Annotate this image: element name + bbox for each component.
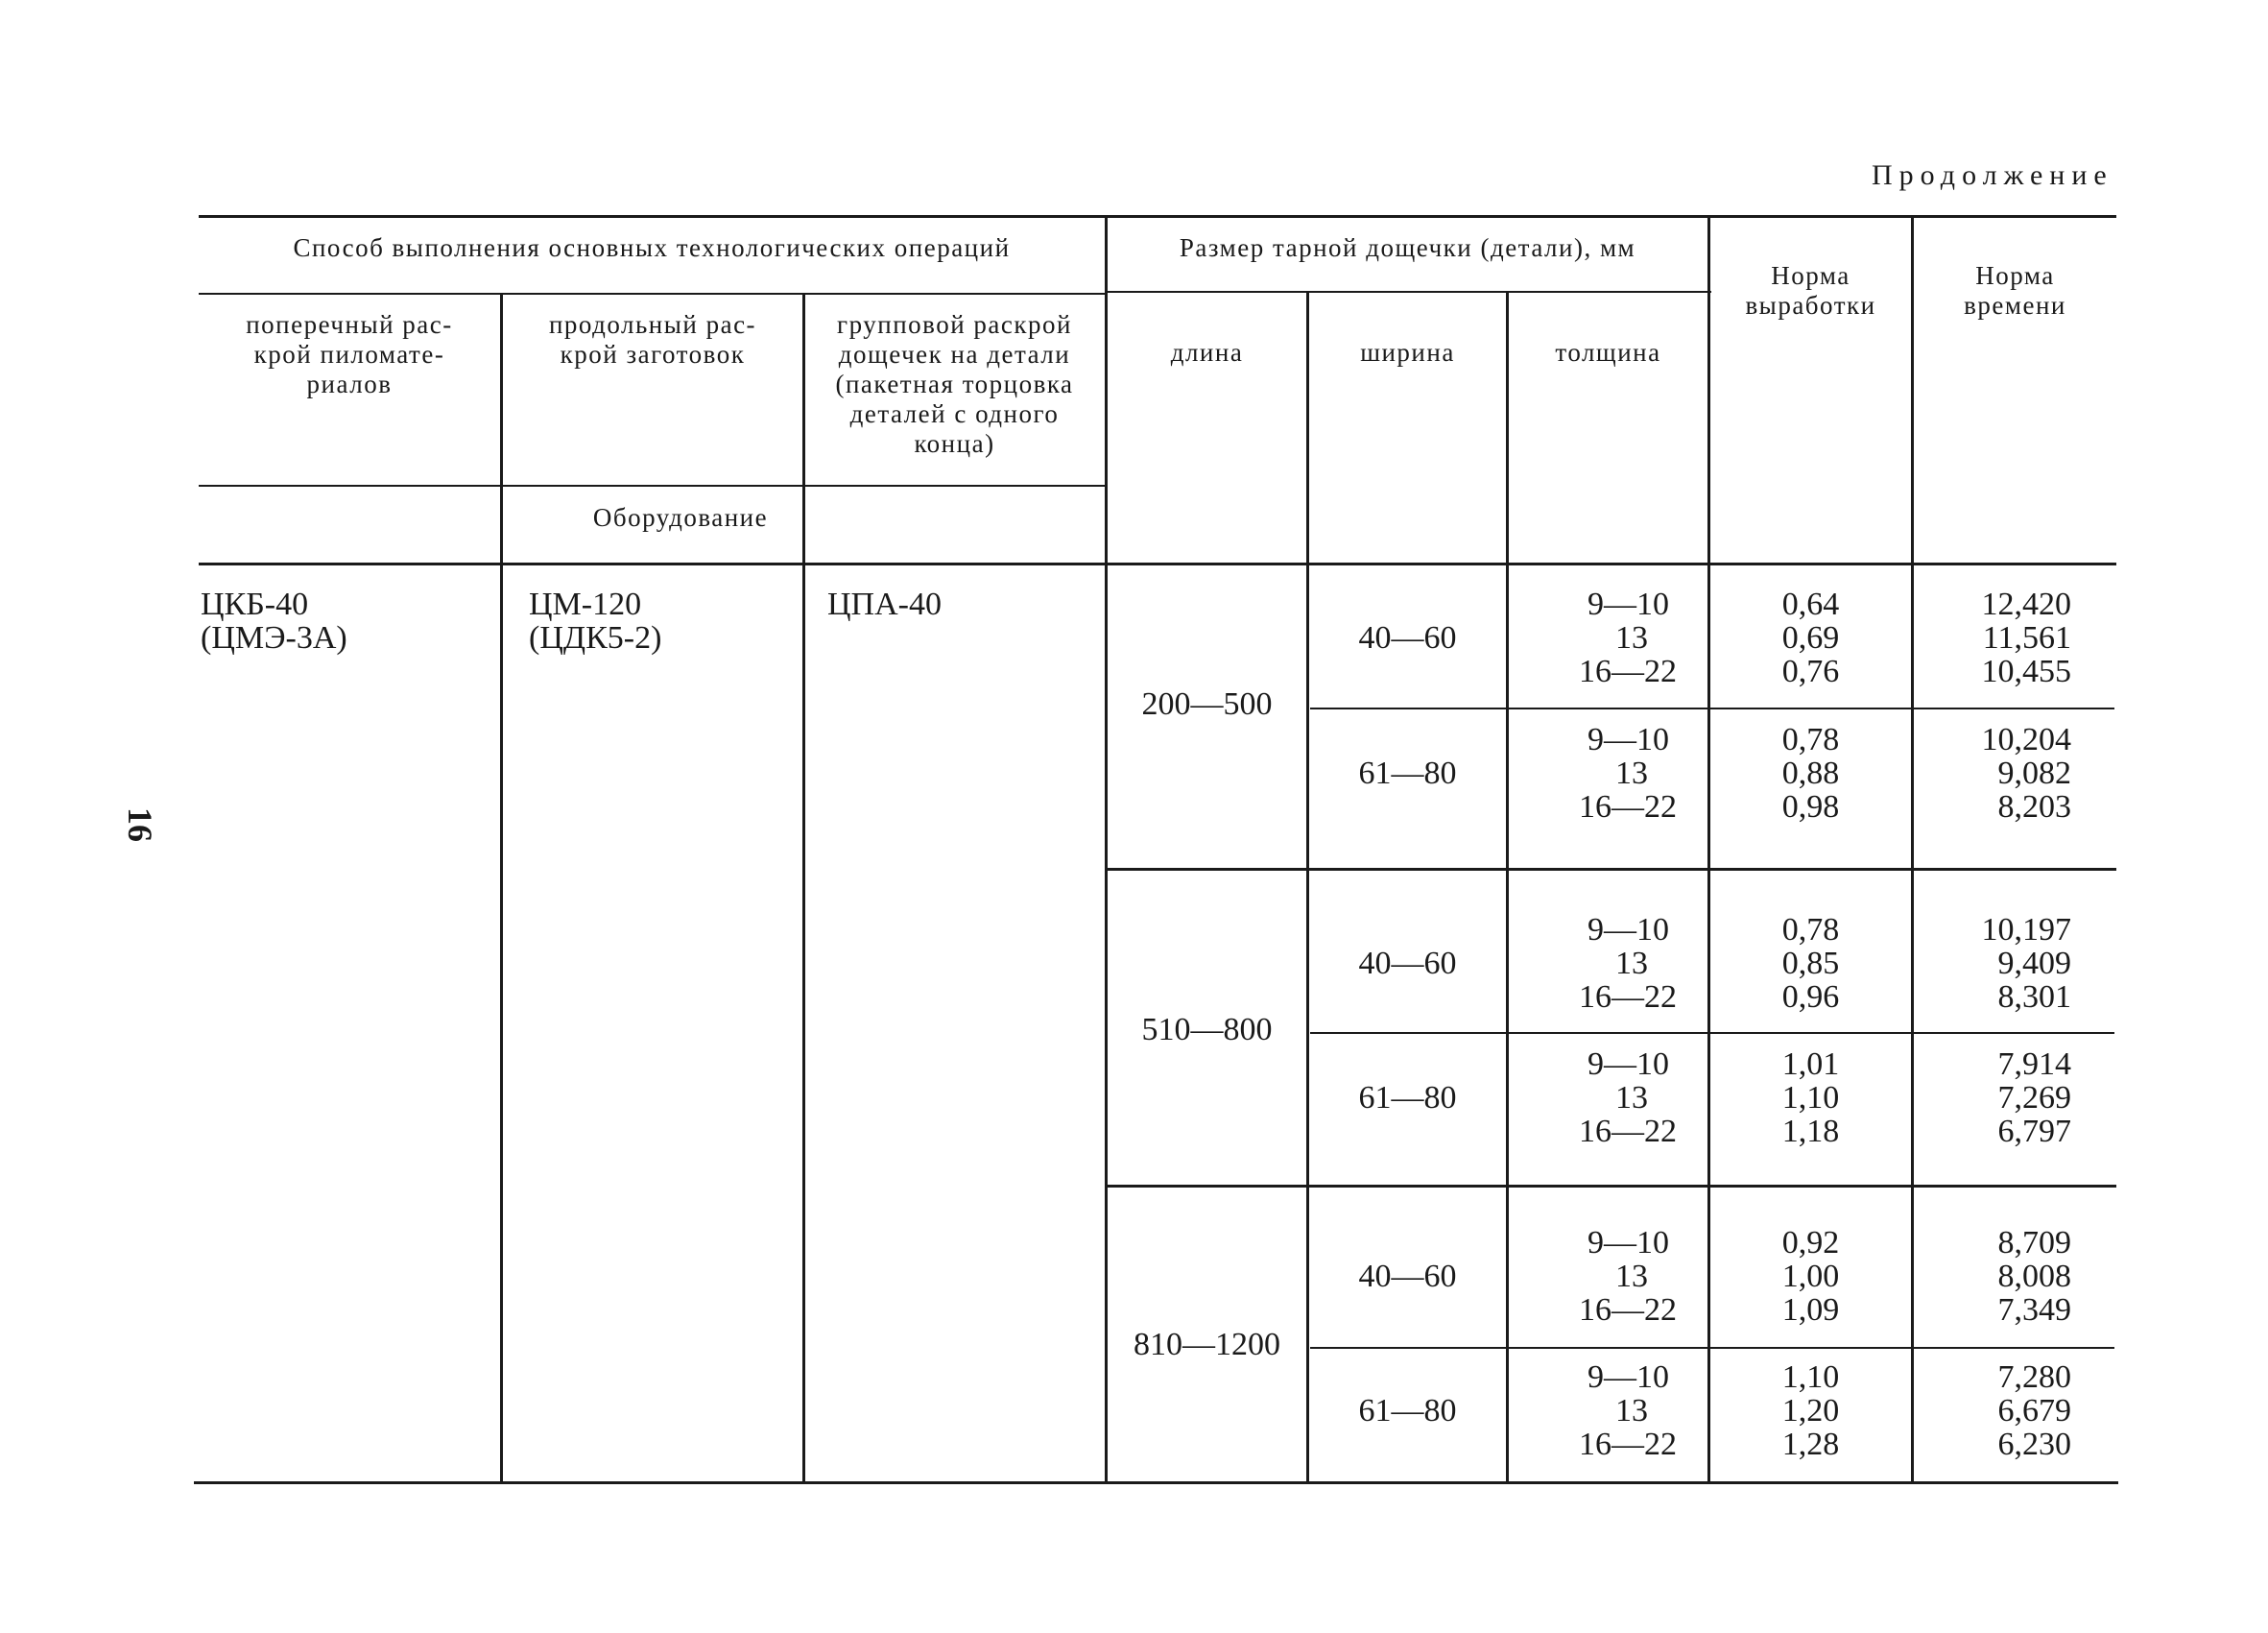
- length-value: 200—500: [1141, 686, 1273, 722]
- thickness-values: 9—10 13 16—22: [1579, 912, 1677, 1015]
- width-value: 40—60: [1358, 1259, 1457, 1294]
- length-value: 810—1200: [1134, 1327, 1280, 1362]
- length-value: 510—800: [1141, 1012, 1273, 1047]
- page-number: 16: [121, 807, 159, 842]
- time-norm-values: 12,420 11,561 10,455: [1981, 587, 2071, 689]
- equipment-cross-cut: ЦКБ-40 (ЦМЭ-3А): [201, 587, 347, 656]
- time-norm-values: 10,197 9,409 8,301: [1981, 912, 2071, 1015]
- output-norm-values: 0,78 0,88 0,98: [1781, 722, 1840, 825]
- header-rip-cut: продольный рас- крой заготовок: [548, 310, 757, 369]
- equipment-rip-cut: ЦМ-120 (ЦДК5-2): [529, 587, 662, 656]
- time-norm-values: 10,204 9,082 8,203: [1981, 722, 2071, 825]
- width-value: 61—80: [1358, 756, 1457, 791]
- continuation-label: Продолжение: [1872, 159, 2113, 191]
- header-group-cut: групповой раскрой дощечек на детали (пакетная торцовка деталей с одного конца): [835, 310, 1074, 458]
- output-norm-values: 1,01 1,10 1,18: [1781, 1046, 1840, 1149]
- time-norm-values: 8,709 8,008 7,349: [1997, 1225, 2071, 1328]
- width-value: 40—60: [1358, 946, 1457, 981]
- header-cross-cut: поперечный рас- крой пиломате- риалов: [246, 310, 453, 398]
- time-norm-values: 7,914 7,269 6,797: [1997, 1046, 2071, 1149]
- equipment-group-cut: ЦПА-40: [827, 587, 942, 622]
- header-thickness: толщина: [1555, 338, 1661, 367]
- header-output-norm: Норма выработки: [1745, 261, 1876, 320]
- thickness-values: 9—10 13 16—22: [1579, 1225, 1677, 1328]
- thickness-values: 9—10 13 16—22: [1579, 1359, 1677, 1462]
- thickness-values: 9—10 13 16—22: [1579, 722, 1677, 825]
- width-value: 61—80: [1358, 1080, 1457, 1116]
- header-equipment: Оборудование: [592, 503, 769, 532]
- header-width: ширина: [1360, 338, 1455, 367]
- output-norm-values: 0,92 1,00 1,09: [1781, 1225, 1840, 1328]
- width-value: 61—80: [1358, 1393, 1457, 1429]
- header-operations-method: Способ выполнения основных технологических операций: [293, 233, 1011, 262]
- thickness-values: 9—10 13 16—22: [1579, 587, 1677, 689]
- header-length: длина: [1170, 338, 1244, 367]
- time-norm-values: 7,280 6,679 6,230: [1997, 1359, 2071, 1462]
- thickness-values: 9—10 13 16—22: [1579, 1046, 1677, 1149]
- width-value: 40—60: [1358, 620, 1457, 656]
- output-norm-values: 0,64 0,69 0,76: [1781, 587, 1840, 689]
- header-board-size: Размер тарной дощечки (детали), мм: [1179, 233, 1636, 262]
- header-time-norm: Норма времени: [1964, 261, 2066, 320]
- output-norm-values: 1,10 1,20 1,28: [1781, 1359, 1840, 1462]
- output-norm-values: 0,78 0,85 0,96: [1781, 912, 1840, 1015]
